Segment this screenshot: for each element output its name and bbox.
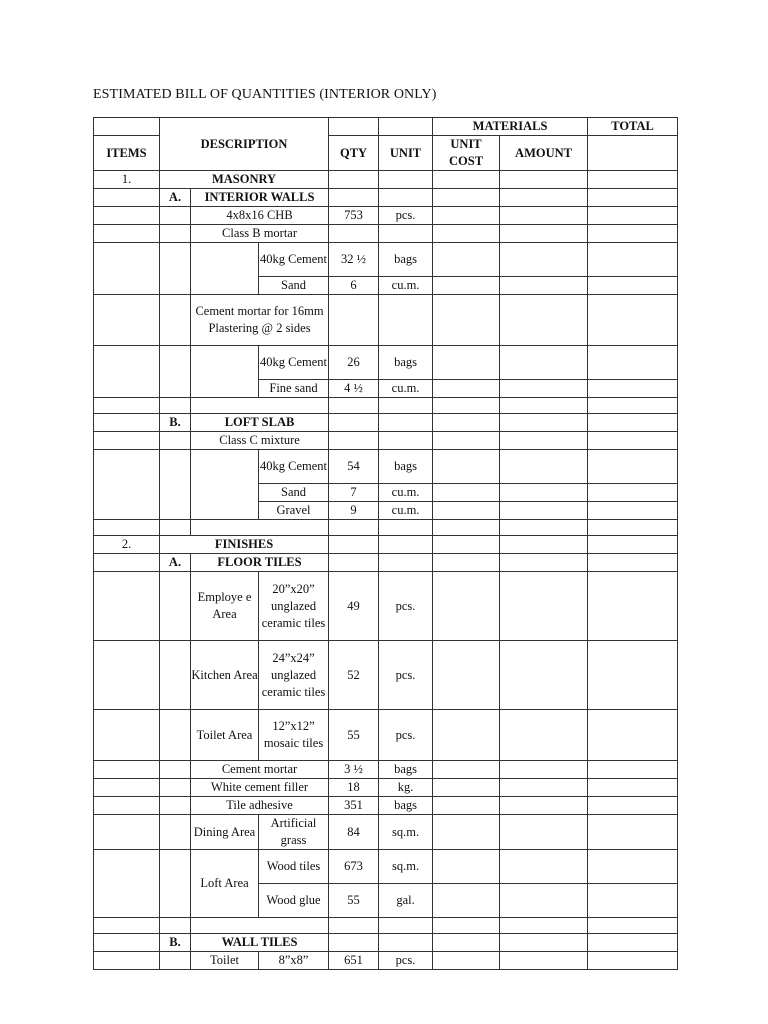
item-description: Fine sand [259, 380, 329, 398]
item-description: Cement mortar for 16mm Plastering @ 2 sides [191, 295, 329, 346]
item-description: 40kg Cement [259, 243, 329, 277]
area-label: Toilet Area [191, 710, 259, 761]
item-unit: cu.m. [379, 502, 433, 520]
subsection-title: LOFT SLAB [191, 414, 329, 432]
subsection-row [94, 934, 678, 952]
table-row [94, 346, 678, 380]
item-description: 8”x8” [259, 952, 329, 970]
item-qty: 4 ½ [329, 380, 379, 398]
table-row [94, 797, 678, 815]
section-number: 2. [94, 536, 160, 554]
table-row [94, 850, 678, 884]
item-description: Wood tiles [259, 850, 329, 884]
item-description: Sand [259, 277, 329, 295]
header-total: TOTAL [588, 118, 678, 136]
header-description: DESCRIPTION [160, 118, 329, 171]
item-unit: bags [379, 797, 433, 815]
area-label: Dining Area [191, 815, 259, 850]
item-description: Wood glue [259, 884, 329, 918]
item-qty: 32 ½ [329, 243, 379, 277]
section-row [94, 536, 678, 554]
item-qty: 18 [329, 779, 379, 797]
table-row [94, 295, 678, 346]
item-qty: 753 [329, 207, 379, 225]
item-qty: 651 [329, 952, 379, 970]
item-qty: 54 [329, 450, 379, 484]
item-unit: cu.m. [379, 484, 433, 502]
table-row [94, 572, 678, 641]
item-unit: pcs. [379, 641, 433, 710]
item-qty: 351 [329, 797, 379, 815]
item-qty: 3 ½ [329, 761, 379, 779]
item-description: 40kg Cement [259, 450, 329, 484]
item-unit: bags [379, 346, 433, 380]
item-unit: bags [379, 243, 433, 277]
table-row [94, 779, 678, 797]
section-title: MASONRY [160, 171, 329, 189]
header-unit: UNIT [379, 136, 433, 171]
item-qty: 84 [329, 815, 379, 850]
item-description: Sand [259, 484, 329, 502]
header-materials: MATERIALS [433, 118, 588, 136]
header-unit-cost: UNIT COST [433, 136, 500, 171]
section-row [94, 171, 678, 189]
item-description: 12”x12” mosaic tiles [259, 710, 329, 761]
item-qty: 55 [329, 710, 379, 761]
item-description: Cement mortar [191, 761, 329, 779]
area-label: Employe e Area [191, 572, 259, 641]
table-row [94, 207, 678, 225]
blank-row [94, 918, 678, 934]
subsection-row [94, 554, 678, 572]
item-unit: pcs. [379, 710, 433, 761]
table-row [94, 243, 678, 277]
item-unit: bags [379, 450, 433, 484]
item-unit: sq.m. [379, 815, 433, 850]
item-qty: 9 [329, 502, 379, 520]
item-description: Class B mortar [191, 225, 329, 243]
header-row [94, 118, 678, 136]
header-qty: QTY [329, 136, 379, 171]
bill-of-quantities-table [93, 117, 678, 970]
header-items: ITEMS [94, 136, 160, 171]
area-label: Kitchen Area [191, 641, 259, 710]
section-title: FINISHES [160, 536, 329, 554]
subsection-title: WALL TILES [191, 934, 329, 952]
item-description: 20”x20” unglazed ceramic tiles [259, 572, 329, 641]
subsection-row [94, 414, 678, 432]
table-row [94, 225, 678, 243]
item-description: White cement filler [191, 779, 329, 797]
item-unit: bags [379, 761, 433, 779]
table-row [94, 432, 678, 450]
item-unit: pcs. [379, 952, 433, 970]
section-number: 1. [94, 171, 160, 189]
blank-row [94, 520, 678, 536]
subsection-letter: B. [160, 414, 191, 432]
table-row [94, 450, 678, 484]
item-unit: gal. [379, 884, 433, 918]
item-qty: 52 [329, 641, 379, 710]
table-row [94, 710, 678, 761]
item-unit: sq.m. [379, 850, 433, 884]
item-qty: 26 [329, 346, 379, 380]
item-qty: 7 [329, 484, 379, 502]
item-description: 40kg Cement [259, 346, 329, 380]
area-label: Loft Area [191, 850, 259, 918]
table-row [94, 761, 678, 779]
header-amount: AMOUNT [500, 136, 588, 171]
item-unit: kg. [379, 779, 433, 797]
item-unit: pcs. [379, 572, 433, 641]
document-title: ESTIMATED BILL OF QUANTITIES (INTERIOR ONLY) [93, 87, 437, 102]
item-description: Tile adhesive [191, 797, 329, 815]
subsection-letter: B. [160, 934, 191, 952]
item-qty: 6 [329, 277, 379, 295]
subsection-title: INTERIOR WALLS [191, 189, 329, 207]
item-unit: pcs. [379, 207, 433, 225]
item-qty: 673 [329, 850, 379, 884]
subsection-letter: A. [160, 189, 191, 207]
item-description: Class C mixture [191, 432, 329, 450]
item-description: 4x8x16 CHB [191, 207, 329, 225]
table-row [94, 641, 678, 710]
subsection-row [94, 189, 678, 207]
item-description: Artificial grass [259, 815, 329, 850]
area-label: Toilet [191, 952, 259, 970]
item-qty: 55 [329, 884, 379, 918]
table-row [94, 815, 678, 850]
item-qty: 49 [329, 572, 379, 641]
subsection-title: FLOOR TILES [191, 554, 329, 572]
item-description: Gravel [259, 502, 329, 520]
item-unit: cu.m. [379, 277, 433, 295]
subsection-letter: A. [160, 554, 191, 572]
blank-row [94, 398, 678, 414]
item-unit: cu.m. [379, 380, 433, 398]
item-description: 24”x24” unglazed ceramic tiles [259, 641, 329, 710]
table-row [94, 952, 678, 970]
